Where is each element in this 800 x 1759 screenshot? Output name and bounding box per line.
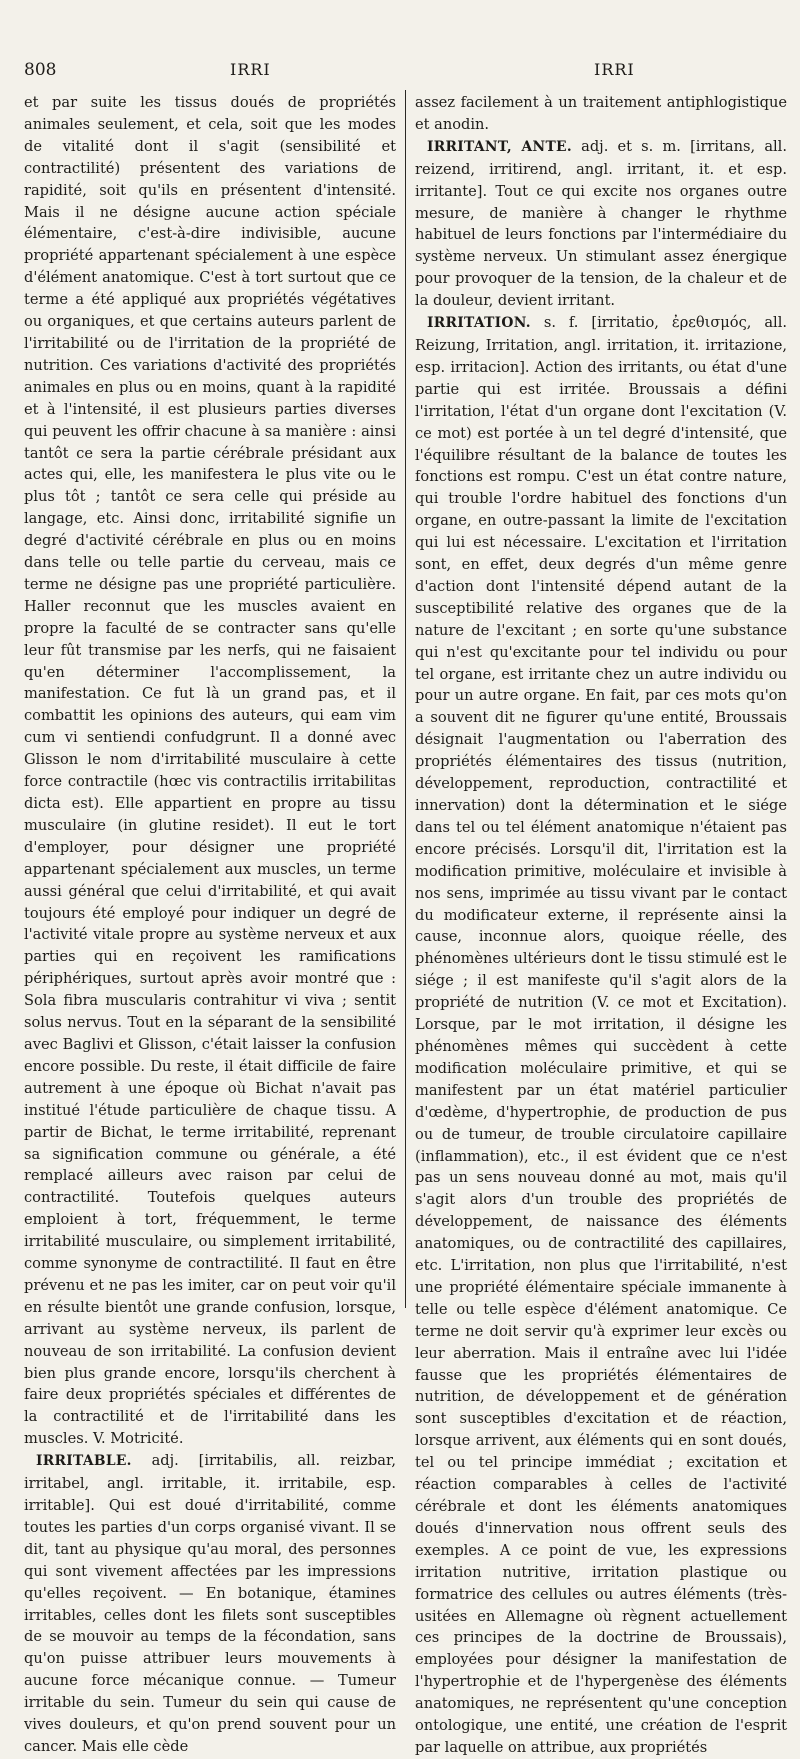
entry-text: adj. [irritabilis, all. reizbar, irritabel, angl. irritable, it. irritabile, esp. irritable]. Qui est doué d'irritabilité, comme toutes les parties d'un corps organisé vivant. Il se dit, tant au physique qu'au moral, des personnes qui sont vivement affectées par les impressions qu'elles reçoivent. — En botanique, étamines irritables, celles dont les filets sont susceptibles de se mouvoir au temps de la fécondation, sans qu'on puisse attribuer leurs mouvements à aucune force mécanique connue. — Tumeur irritable du sein. Tumeur du sein qui cause de vives douleurs, et qu'on prend souvent pour un cancer. Mais elle cède <box>24 1452 397 1755</box>
entry-headword: IRRITANT, ANTE. <box>427 138 572 155</box>
running-head-left: IRRI <box>230 60 271 79</box>
right-column <box>415 92 788 1756</box>
page-number: 808 <box>24 60 57 80</box>
entry-text: assez facilement à un traitement antiphlogistique et anodin. <box>415 94 787 133</box>
entry-irritable <box>24 1450 396 1758</box>
entry-headword: IRRITABLE. <box>36 1453 132 1470</box>
left-column <box>24 92 397 1755</box>
entry-irritation <box>415 312 787 1759</box>
entry-text: s. f. [irritatio, ἐρεθισμός, all. Reizung, Irritation, angl. irritation, it. irritazione, esp. irritacion]. Action des irritants, ou état d'une partie qui est irritée. Broussais a défini l'irritation, l'état d'un organe dont l'excitation (V. ce mot) est portée à un tel degré d'intensité, que l'équilibre résultant de la balance de toutes les fonctions est rompu. C'est un état contre nature, qui trouble l'ordre habituel des fonctions d'un organe, en outre-passant la limite de l'excitation qui lui est nécessaire. L'excitation et l'irritation sont, en effet, deux degrés d'un même genre d'action dont l'intensité dépend autant de la susceptibilité relative des organes que de la nature de l'excitant ; en sorte qu'une substance qui n'est qu'excitante pour tel individu ou pour tel organe, est irritante chez un autre individu ou pour un autre organe. En fait, par ces mots qu'on a souvent dit ne figurer qu'une entité, Broussais désignait l'augmentation ou l'aberration des propriétés élémentaires des tissus (nutrition, développement, reproduction, contractilité et innervation) dont la détermination et le siége dans tel ou tel élément anatomique n'étaient pas encore précisés. Lorsqu'il dit, l'irritation est la modification primitive, moléculaire et invisible à nos sens, imprimée au tissu vivant par le contact du modificateur externe, il représente ainsi la cause, inconnue alors, quoique réelle, des phénomènes ultérieurs dont le tissu stimulé est le siége ; il est manifeste qu'il s'agit alors de la propriété de nutrition (V. ce mot et Excitation). Lorsque, par le mot irritation, il désigne les phénomènes mêmes qui succèdent à cette modification moléculaire primitive, et qui se manifestent par un état matériel particulier d'œdème, d'hypertrophie, de production de pus ou de tumeur, de trouble circulatoire capillaire (inflammation), etc., il est évident que ce n'est pas un sens nouveau donné au mot, mais qu'il s'agit alors d'un trouble des propriétés de développement, de naissance des éléments anatomiques, ou de contractilité des capillaires, etc. L'irritation, non plus que l'irritabilité, n'est une propriété élémentaire spéciale immanente à telle ou telle espèce d'élément anatomique. Ce terme ne doit servir qu'à exprimer leur excès ou leur aberration. Mais il entraîne avec lui l'idée fausse que les propriétés élémentaires de nutrition, de développement et de génération sont susceptibles d'excitation et de réaction, lorsque arrivent, aux éléments qui en sont doués, tel ou tel principe immédiat ; excitation et réaction comparables à celles de l'activité cérébrale et dont les éléments anatomiques doués d'innervation nous offrent seuls des exemples. A ce point de vue, les expressions irritation nutritive, irritation plastique ou formatrice des cellules ou autres éléments (très-usitées en Allemagne où règnent actuellement ces principes de la doctrine de Broussais), employées pour désigner la manifestation de l'hypertrophie et de l'hypergenèse des éléments anatomiques, ne représentent qu'une conception ontologique, une entité, une création de l'esprit par laquelle on attribue, aux propriétés <box>415 314 788 1756</box>
entry-continuation <box>415 92 787 136</box>
entry-text: adj. et s. m. [irritans, all. reizend, irritirend, angl. irritant, it. et esp. irritante]. Tout ce qui excite nos organes outre mesure, de manière à changer le rhythme habituel de leurs fonctions par l'intermédiaire du système nerveux. Un stimulant assez énergique pour provoquer de la tension, de la chaleur et de la douleur, devient irritant. <box>415 137 787 310</box>
entry-text: et par suite les tissus doués de propriétés animales seulement, et cela, soit que les modes de vitalité dont il s'agit (sensibilité et contractilité) présentent des variations de rapidité, soit qu'ils en présentent d'intensité. Mais il ne désigne aucune action spéciale élémentaire, c'est-à-dire indivisible, aucune propriété appartenant spécialement à une espèce d'élément anatomique. C'est à tort surtout que ce terme a été appliqué aux propriétés végétatives ou organiques, et que certains auteurs parlent de l'irritabilité ou de l'irritation de la propriété de nutrition. Ces variations d'activité des propriétés animales en plus ou en moins, quant à la rapidité et à l'intensité, il est plusieurs parties diverses qui peuvent les offrir chacune à sa manière : ainsi tantôt ce sera la partie cérébrale présidant aux actes qui, elle, les manifestera le plus vite ou le plus tôt ; tantôt ce sera celle qui préside au langage, etc. Ainsi donc, irritabilité signifie un degré d'activité cérébrale en plus ou en moins dans telle ou telle partie du cerveau, mais ce terme ne désigne pas une propriété particulière. Haller reconnut que les muscles avaient en propre la faculté de se contracter sans qu'elle leur fût transmise par les nerfs, qui ne faisaient qu'en déterminer l'accomplissement, la manifestation. Ce fut là un grand pas, et il combattit les opinions des auteurs, qui eam vim cum vi sentiendi confudgrunt. Il a donné avec Glisson le nom d'irritabilité musculaire à cette force contractile (hœc vis contractilis irritabilitas dicta est). Elle appartient en propre au tissu musculaire (in glutine residet). Il eut le tort d'employer, pour désigner une propriété appartenant spécialement aux muscles, un terme aussi général que celui d'irritabilité, et qui avait toujours été employé pour indiquer un degré de l'activité vitale propre au système nerveux et aux parties qui en reçoivent les ramifications périphériques, surtout après avoir montré que : Sola fibra muscularis contrahitur vi viva ; sentit solus nervus. Tout en la séparant de la sensibilité avec Baglivi et Glisson, c'était laisser la confusion encore possible. Du reste, il était difficile de faire autrement à une époque où Bichat n'avait pas institué l'étude particulière de chaque tissu. A partir de Bichat, le terme irritabilité, reprenant sa signification commune ou générale, a été remplacé ailleurs avec raison par celui de contractilité. Toutefois quelques auteurs emploient à tort, fréquemment, le terme irritabilité musculaire, ou simplement irritabilité, comme synonyme de contractilité. Il faut en être prévenu et ne pas les imiter, car on peut voir qu'il en résulte bientôt une grande confusion, lorsque, arrivant au système nerveux, ils parlent de nouveau de son irritabilité. La confusion devient bien plus grande encore, lorsqu'ils cherchent à faire deux propriétés spéciales et différentes de la contractilité et de l'irritabilité dans les muscles. V. Motricité. <box>24 94 396 1448</box>
entry-continuation <box>24 92 396 1450</box>
column-divider <box>405 90 406 1308</box>
entry-headword: IRRITATION. <box>427 315 531 332</box>
entry-irritant <box>415 136 787 312</box>
running-head-right: IRRI <box>594 60 635 79</box>
page-header <box>24 60 792 84</box>
